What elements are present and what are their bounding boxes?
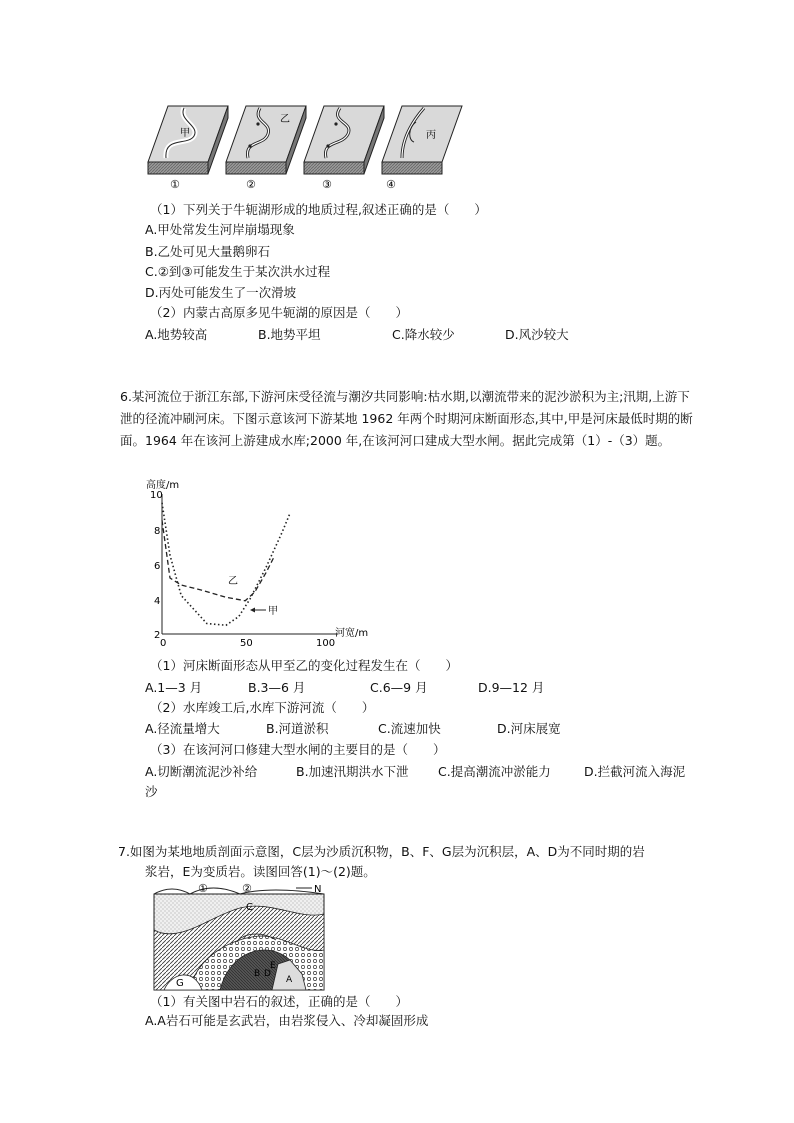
geologic-section-diagram — [150, 880, 330, 992]
q5-sub1-stem: （1）下列关于牛轭湖形成的地质过程,叙述正确的是（ ） — [150, 202, 487, 217]
ytick-10: 10 — [150, 490, 163, 501]
xtick-0: 0 — [160, 638, 167, 649]
q7-label-c: C — [246, 902, 253, 913]
q7-label-e: E — [270, 961, 276, 971]
q7-sub1-option-a: A.A岩石可能是玄武岩，由岩浆侵入、冷却凝固形成 — [145, 1013, 429, 1028]
q6-sub3-option-a: A.切断潮流泥沙补给 — [145, 764, 258, 779]
q5-sub2-option-b: B.地势平坦 — [258, 327, 321, 342]
label-n2: ② — [246, 178, 256, 191]
q5-sub1-option-a: A.甲处常发生河岸崩塌现象 — [145, 222, 295, 237]
q5-sub2-option-c: C.降水较少 — [392, 327, 455, 342]
chart-xlabel: 河宽/m — [335, 628, 369, 639]
ytick-6: 6 — [154, 561, 161, 572]
q6-sub1-option-a: A.1—3 月 — [145, 680, 203, 695]
q7-label-f: F — [250, 945, 256, 955]
label-n1: ① — [170, 178, 180, 191]
series-label-jia: 甲 — [268, 606, 278, 617]
block-4 — [382, 106, 462, 174]
q6-sub3-option-d-continuation: 沙 — [145, 784, 158, 799]
q5-sub2-stem: （2）内蒙古高原多见牛轭湖的原因是（ ） — [150, 305, 408, 320]
q6-sub1-stem: （1）河床断面形态从甲至乙的变化过程发生在（ ） — [150, 658, 458, 673]
q6-sub2-option-d: D.河床展宽 — [497, 721, 561, 736]
q7-label-n1: ① — [198, 882, 208, 895]
q6-sub1-option-c: C.6—9 月 — [370, 680, 428, 695]
q6-sub3-option-c: C.提高潮流冲淤能力 — [438, 764, 551, 779]
q5-sub1-option-b: B.乙处可见大量鹅卵石 — [145, 244, 271, 259]
chart-ylabel: 高度/m — [146, 480, 180, 491]
q6-sub3-stem: （3）在该河河口修建大型水闸的主要目的是（ ） — [150, 742, 446, 757]
q5-sub1-option-c: C.②到③可能发生于某次洪水过程 — [145, 264, 331, 279]
label-yi: 乙 — [280, 114, 290, 125]
q5-sub1-option-d: D.丙处可能发生了一次滑坡 — [145, 285, 297, 300]
q5-sub2-option-d: D.风沙较大 — [505, 327, 569, 342]
xtick-100: 100 — [316, 638, 336, 649]
label-n4: ④ — [386, 178, 396, 191]
jia-arrowhead — [250, 608, 255, 613]
q6-sub1-option-b: B.3—6 月 — [248, 680, 306, 695]
q7-label-north: N — [314, 884, 322, 895]
oxbow-lake-diagram — [140, 100, 450, 192]
block-1 — [148, 106, 228, 174]
q7-intro-line1: 7.如图为某地地质剖面示意图，C层为沙质沉积物，B、F、G层为沉积层，A、D为不同时期的岩 — [118, 844, 645, 859]
q7-label-d: D — [264, 969, 271, 979]
block-3 — [304, 106, 384, 174]
ytick-2: 2 — [154, 630, 161, 641]
q6-sub3-option-b: B.加速汛期洪水下泄 — [296, 764, 409, 779]
q5-sub2-option-a: A.地势较高 — [145, 327, 208, 342]
q6-sub3-option-d: D.拦截河流入海泥 — [584, 764, 686, 779]
q6-sub2-option-b: B.河道淤积 — [266, 721, 329, 736]
q7-sub1-stem: （1）有关图中岩石的叙述，正确的是（ ） — [150, 994, 408, 1009]
riverbed-chart — [140, 478, 369, 649]
label-bing: 丙 — [426, 130, 436, 141]
q7-label-a: A — [286, 975, 293, 985]
q7-label-g: G — [176, 978, 184, 989]
label-n3: ③ — [322, 178, 332, 191]
q6-intro: 6.某河流位于浙江东部,下游河床受径流与潮汐共同影响:枯水期,以潮流带来的泥沙淤积为主;汛期,上游下泄的径流冲刷河床。下图示意该河下游某地 1962 年两个时期河床断面形态,其中,甲是河床最低时期的断面。1964 年在该河上游建成水库;2000 年,在该河河口建成大型水闸。据此完成第（1）-（3）题。 — [120, 389, 693, 448]
label-jia: 甲 — [180, 128, 190, 139]
q6-sub2-stem: （2）水库竣工后,水库下游河流（ ） — [150, 700, 375, 715]
chart-axes — [162, 494, 338, 634]
q7-label-n2: ② — [242, 882, 252, 895]
q7-label-b: B — [254, 969, 261, 979]
q6-sub2-option-a: A.径流量增大 — [145, 721, 220, 736]
q6-sub2-option-c: C.流速加快 — [378, 721, 441, 736]
series-line-yi — [162, 520, 274, 601]
series-label-yi: 乙 — [228, 576, 238, 587]
xtick-50: 50 — [240, 638, 253, 649]
q6-sub1-option-d: D.9—12 月 — [478, 680, 545, 695]
block-2 — [226, 106, 306, 174]
ytick-8: 8 — [154, 526, 161, 537]
ytick-4: 4 — [154, 596, 161, 607]
q7-intro-line2: 浆岩，E为变质岩。读图回答(1)～(2)题。 — [145, 864, 376, 879]
